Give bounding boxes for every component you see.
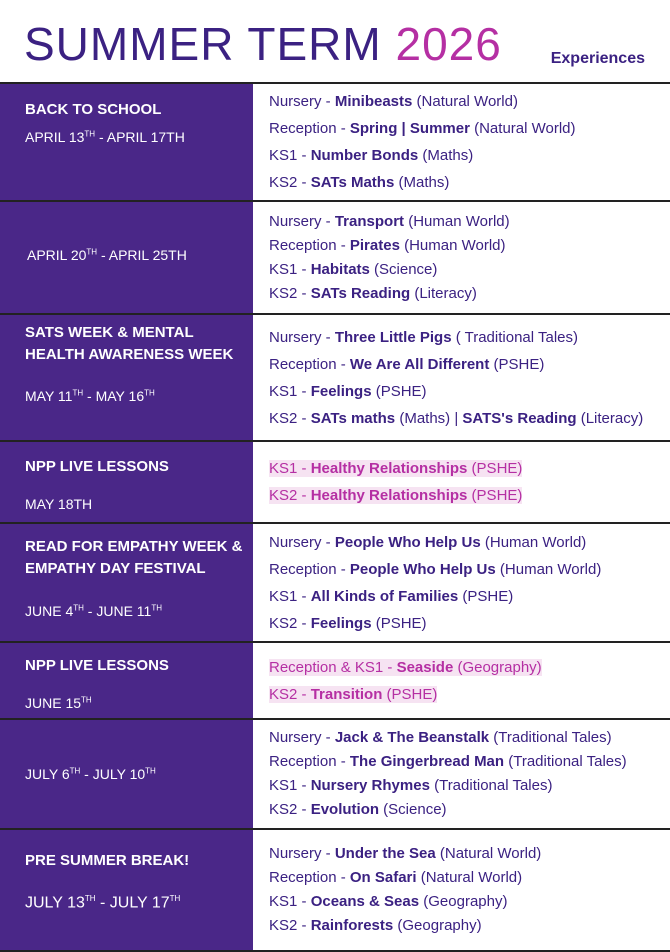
year-group: KS1 -	[269, 777, 311, 794]
experience-item	[269, 234, 670, 258]
year-group: Nursery -	[269, 93, 335, 110]
year-group: KS1 -	[269, 893, 311, 910]
week-cell	[0, 315, 253, 440]
subject-area: (Human World)	[404, 212, 510, 230]
year-group: Reception -	[269, 120, 350, 137]
year-group: KS2 -	[269, 917, 311, 934]
experience-item	[269, 842, 670, 866]
experience-item	[269, 866, 670, 890]
date-end: APRIL 25TH	[108, 247, 187, 263]
subject-area: (PSHE)	[489, 355, 545, 373]
topic-title: Feelings	[310, 614, 372, 632]
week-dates	[25, 129, 185, 145]
date-separator: -	[80, 766, 93, 782]
subject-area: (PSHE)	[371, 614, 427, 632]
date-start: MAY 11	[25, 388, 73, 404]
schedule-row	[0, 84, 670, 202]
year-group: Nursery -	[269, 328, 335, 346]
schedule-row	[0, 315, 670, 442]
date-separator: -	[95, 129, 107, 145]
date-separator: -	[83, 388, 96, 404]
topic-title: SATs Maths	[310, 174, 395, 191]
year-group: KS1 -	[269, 260, 311, 278]
topic-title: Transport	[334, 212, 405, 230]
date-end-suffix: TH	[151, 603, 163, 613]
experience-item	[269, 351, 670, 378]
experience-item	[269, 282, 670, 306]
subject-area: (Geography)	[419, 893, 508, 910]
date-end: MAY 16	[95, 388, 145, 404]
experience-item	[269, 455, 670, 482]
week-cell	[0, 643, 253, 718]
subject-area: (Maths)	[418, 147, 474, 164]
title-main: SUMMER TERM	[24, 18, 382, 70]
topic-title: Pirates	[349, 236, 400, 254]
subject-area: (Science)	[379, 801, 447, 818]
subject-area: (PSHE)	[382, 685, 438, 703]
subject-area: (Science)	[369, 260, 438, 278]
date-start: APRIL 20	[27, 247, 87, 263]
topic-title: Healthy Relationships	[310, 487, 468, 504]
week-cell	[0, 720, 253, 828]
experience-item	[269, 405, 670, 432]
subject-area: (Literacy)	[576, 409, 644, 427]
experience-item	[269, 750, 670, 774]
experiences-cell	[253, 524, 670, 641]
year-group: Reception -	[269, 753, 350, 770]
topic-title: SATS's Reading	[462, 409, 577, 427]
subject-area: (PSHE)	[467, 460, 523, 477]
year-group: Nursery -	[269, 533, 335, 551]
experience-item	[269, 726, 670, 750]
date-start-suffix: TH	[81, 695, 92, 705]
year-group: Nursery -	[269, 212, 335, 230]
topic-title: People Who Help Us	[334, 533, 481, 551]
schedule-row	[0, 524, 670, 643]
topic-title: Three Little Pigs	[334, 328, 452, 346]
topic-title: Feelings	[310, 382, 372, 400]
experience-item	[269, 914, 670, 938]
topic-title: Minibeasts	[334, 93, 413, 110]
experience-item	[269, 258, 670, 282]
year-group: KS2 -	[269, 801, 311, 818]
experience-item	[269, 142, 670, 169]
date-start: APRIL 13	[25, 129, 85, 145]
date-end: APRIL 17TH	[106, 129, 185, 145]
subject-area: (Traditional Tales)	[489, 729, 612, 746]
topic-title: Under the Sea	[334, 845, 436, 862]
week-heading: PRE SUMMER BREAK!	[25, 852, 190, 869]
experience-item	[269, 654, 670, 681]
topic-title: Seaside	[396, 658, 454, 676]
topic-title: Oceans & Seas	[310, 893, 420, 910]
subject-area: (Geography)	[453, 658, 542, 676]
date-start: JUNE 4	[25, 603, 74, 619]
topic-title: Number Bonds	[310, 147, 419, 164]
week-dates	[27, 247, 187, 263]
year-group: Reception & KS1 -	[269, 658, 397, 676]
week-heading: NPP LIVE LESSONS	[25, 657, 169, 674]
week-dates	[25, 388, 155, 404]
year-group: Reception -	[269, 355, 350, 373]
experience-item	[269, 774, 670, 798]
schedule-row	[0, 643, 670, 720]
date-end: JULY 17	[109, 894, 170, 912]
topic-title: SATs maths	[310, 409, 396, 427]
experience-item	[269, 482, 670, 509]
date-start-suffix: TH	[86, 247, 98, 257]
experience-item	[269, 798, 670, 822]
year-group: KS2 -	[269, 614, 311, 632]
topic-title: Jack & The Beanstalk	[334, 729, 490, 746]
subject-area: (PSHE)	[371, 382, 427, 400]
topic-title: Spring | Summer	[349, 120, 470, 137]
subject-area: (Natural World)	[435, 845, 542, 862]
experiences-cell	[253, 315, 670, 440]
week-heading: BACK TO SCHOOL	[25, 101, 162, 118]
subject-area: (PSHE)	[467, 487, 523, 504]
year-group: Reception -	[269, 560, 350, 578]
date-start: JUNE 15	[25, 695, 82, 711]
week-cell	[0, 202, 253, 313]
date-separator: -	[83, 603, 97, 619]
date-end-suffix: TH	[145, 766, 156, 776]
date-start-suffix: TH	[69, 766, 81, 776]
week-dates	[25, 496, 92, 512]
date-start-suffix: TH	[84, 894, 96, 903]
year-group: KS2 -	[269, 174, 311, 191]
page-header	[0, 0, 670, 84]
experiences-cell	[253, 202, 670, 313]
subject-area: (Geography)	[393, 917, 482, 934]
subject-area: (Human World)	[495, 560, 602, 578]
topic-title: Healthy Relationships	[310, 460, 468, 477]
subject-area: (Natural World)	[416, 869, 523, 886]
experience-item	[269, 890, 670, 914]
year-group: KS2 -	[269, 409, 311, 427]
subject-area: (Traditional Tales)	[504, 753, 627, 770]
subject-area: (Human World)	[399, 236, 506, 254]
year-group: Nursery -	[269, 729, 335, 746]
subject-area: (Maths)	[394, 174, 450, 191]
week-cell	[0, 84, 253, 200]
title-year: 2026	[395, 18, 502, 70]
experience-item	[269, 583, 670, 610]
schedule-table	[0, 84, 670, 952]
experiences-cell	[253, 720, 670, 828]
year-group: KS1 -	[269, 147, 311, 164]
topic-title: We Are All Different	[349, 355, 490, 373]
schedule-row	[0, 720, 670, 830]
date-separator: -	[97, 247, 109, 263]
experience-item	[269, 610, 670, 637]
experience-item	[269, 210, 670, 234]
schedule-row	[0, 442, 670, 524]
week-heading: NPP LIVE LESSONS	[25, 458, 169, 475]
week-cell	[0, 524, 253, 641]
topic-title: Transition	[310, 685, 383, 703]
topic-title: On Safari	[349, 869, 417, 886]
subject-area: (Literacy)	[410, 284, 477, 302]
topic-title: All Kinds of Families	[310, 587, 459, 605]
date-separator: -	[95, 894, 110, 912]
subject-area: (Human World)	[480, 533, 587, 551]
week-dates	[25, 766, 156, 782]
week-heading: SATS WEEK & MENTAL HEALTH AWARENESS WEEK	[25, 324, 234, 363]
topic-title: Nursery Rhymes	[310, 777, 430, 794]
experiences-cell	[253, 442, 670, 522]
year-group: KS1 -	[269, 382, 311, 400]
subject-area: (Natural World)	[469, 120, 576, 137]
week-cell	[0, 442, 253, 522]
topic-title: The Gingerbread Man	[349, 753, 505, 770]
week-dates	[25, 894, 180, 912]
date-start-suffix: TH	[73, 603, 84, 613]
topic-title: Rainforests	[310, 917, 394, 934]
date-start-suffix: TH	[84, 129, 96, 139]
experience-item	[269, 324, 670, 351]
experience-item	[269, 556, 670, 583]
year-group: KS2 -	[269, 284, 311, 302]
year-group: KS1 -	[269, 460, 311, 477]
date-end: JUNE 11	[96, 603, 152, 619]
experience-item	[269, 88, 670, 115]
experience-item	[269, 115, 670, 142]
date-start: JULY 6	[25, 766, 70, 782]
year-group: KS2 -	[269, 487, 311, 504]
experiences-cell	[253, 643, 670, 718]
experience-item	[269, 529, 670, 556]
schedule-row	[0, 830, 670, 952]
experiences-cell	[253, 830, 670, 950]
subject-area: (PSHE)	[458, 587, 514, 605]
date-end: JULY 10	[92, 766, 146, 782]
year-group: Reception -	[269, 236, 350, 254]
week-heading: READ FOR EMPATHY WEEK & EMPATHY DAY FESTIVAL	[25, 538, 243, 577]
subject-area: (Traditional Tales)	[429, 777, 553, 794]
experience-item	[269, 169, 670, 196]
date-start: JULY 13	[25, 894, 85, 912]
topic-title: Habitats	[310, 260, 370, 278]
date-start-suffix: TH	[72, 388, 84, 398]
year-group: Reception -	[269, 869, 350, 886]
year-group: Nursery -	[269, 845, 335, 862]
topic-title: SATs Reading	[310, 284, 411, 302]
page-title	[24, 16, 502, 72]
experiences-cell	[253, 84, 670, 200]
year-group: KS2 -	[269, 685, 311, 703]
week-cell	[0, 830, 253, 950]
year-group: KS1 -	[269, 587, 311, 605]
date-start: MAY 18TH	[25, 496, 93, 512]
date-end-suffix: TH	[169, 894, 181, 903]
week-dates	[25, 603, 162, 619]
subject-area: (Natural World)	[412, 93, 518, 110]
experiences-label: Experiences	[550, 50, 645, 67]
week-dates	[25, 695, 92, 711]
subject-area: ( Traditional Tales)	[451, 328, 578, 346]
experience-item	[269, 378, 670, 405]
date-end-suffix: TH	[144, 388, 155, 398]
topic-title: People Who Help Us	[349, 560, 496, 578]
schedule-row	[0, 202, 670, 315]
subject-area: (Maths) |	[395, 409, 463, 427]
experience-item	[269, 681, 670, 708]
topic-title: Evolution	[310, 801, 380, 818]
